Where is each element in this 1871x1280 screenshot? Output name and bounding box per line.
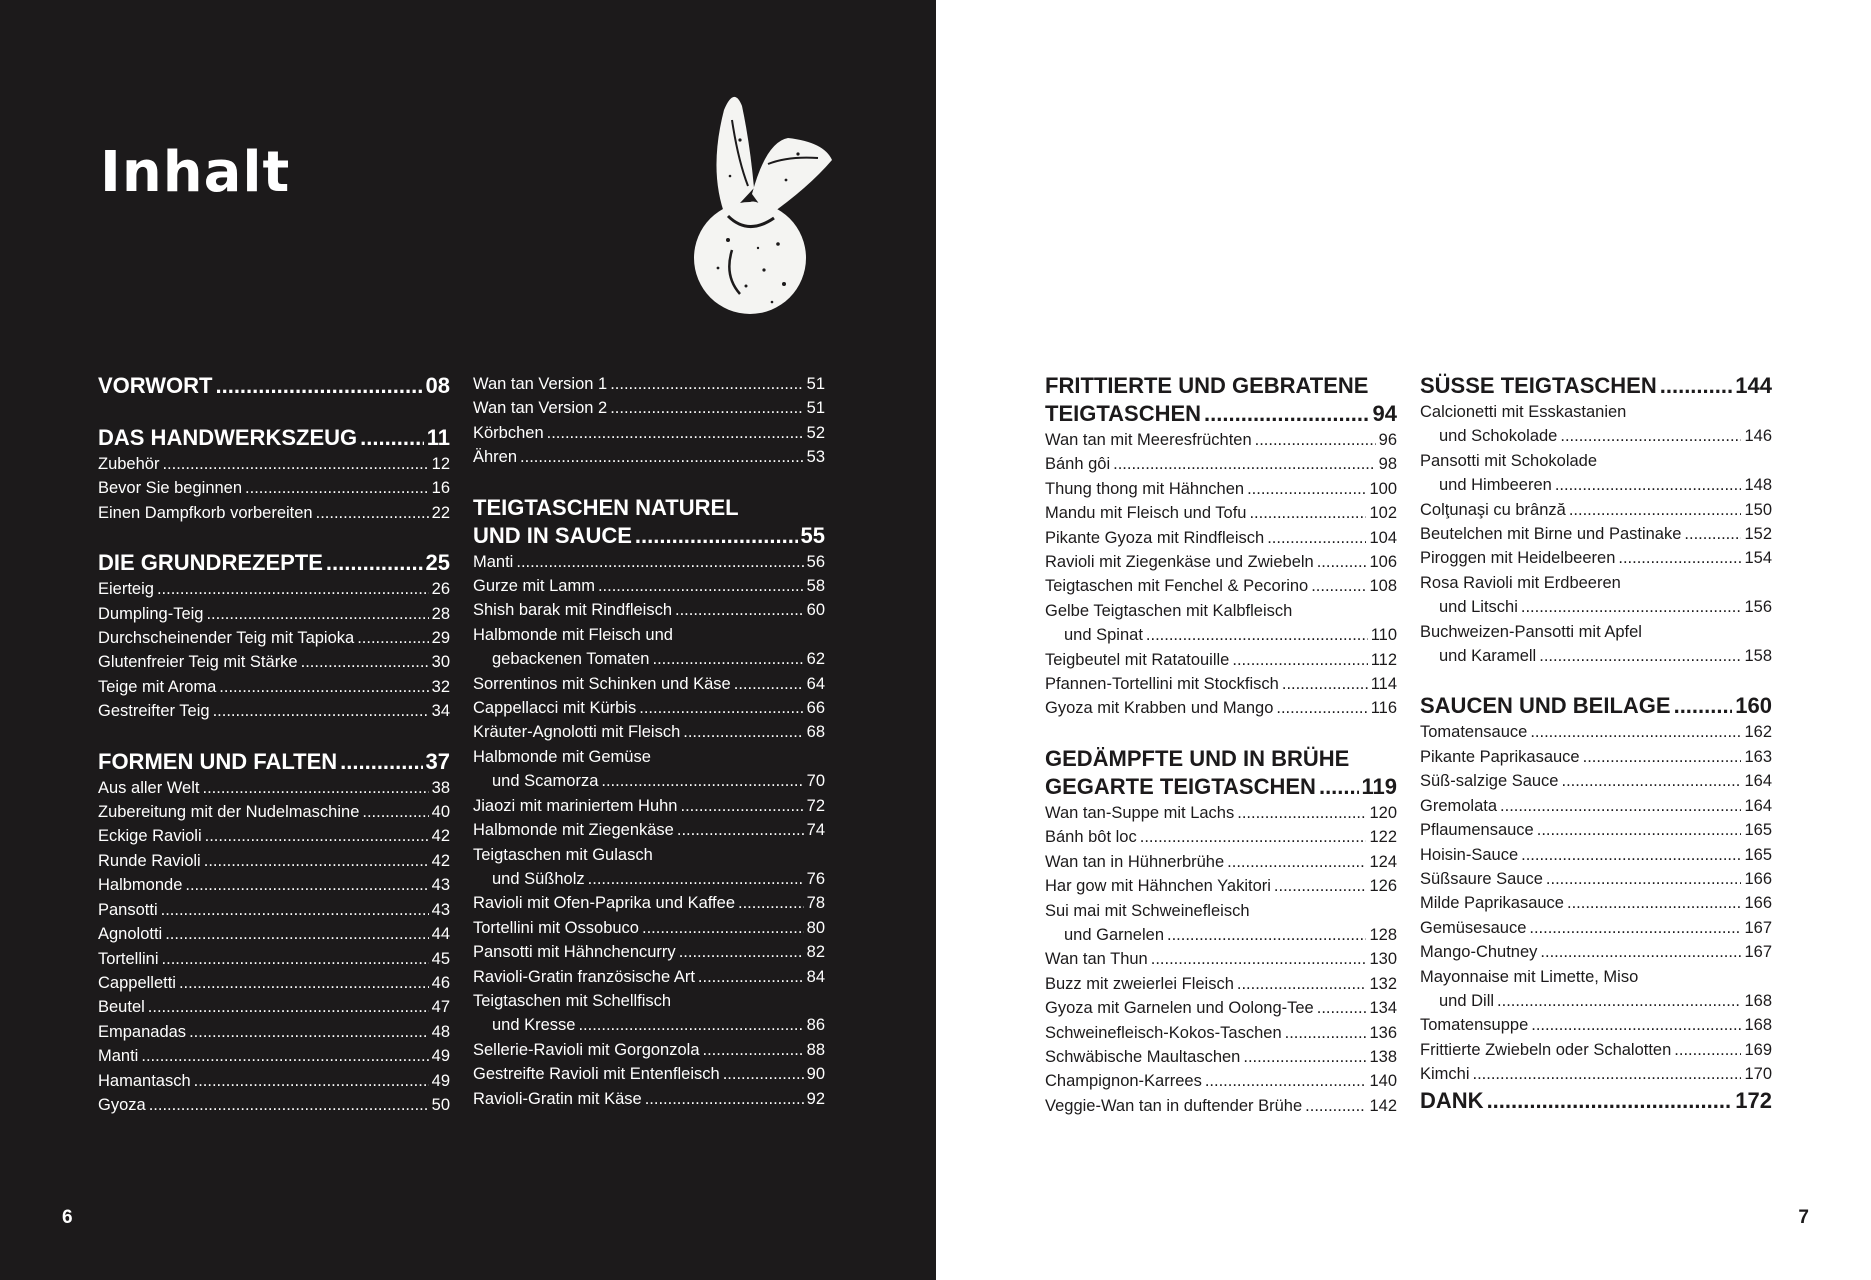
- toc-entry: Mayonnaise mit Limette, Miso: [1420, 967, 1639, 986]
- toc-entry: Halbmonde ..... 43: [98, 873, 450, 897]
- toc-entry: Kräuter-Agnolotti mit Fleisch ..... 68: [473, 720, 825, 744]
- toc-entry: Gestreifte Ravioli mit Entenfleisch ..... 90: [473, 1062, 825, 1086]
- toc-entry: und Dill ..... 168: [1420, 989, 1772, 1013]
- toc-entry: Sui mai mit Schweinefleisch: [1045, 901, 1250, 920]
- toc-entry: Einen Dampfkorb vorbereiten ..... 22: [98, 501, 450, 525]
- toc-section: [1420, 372, 1772, 668]
- section-heading: DAS HANDWERKSZEUG ..... 11: [98, 424, 450, 452]
- toc-entry: Wan tan mit Meeresfrüchten ..... 96: [1045, 428, 1397, 452]
- section-heading: UND IN SAUCE ..... 55: [473, 522, 825, 550]
- toc-section: [1045, 372, 1397, 721]
- toc-entry: Halbmonde mit Ziegenkäse ..... 74: [473, 818, 825, 842]
- toc-column: [1420, 372, 1772, 1139]
- toc-entry: Teigtaschen mit Schellfisch: [473, 991, 672, 1010]
- toc-entry: Teigbeutel mit Ratatouille ..... 112: [1045, 648, 1397, 672]
- toc-section: [473, 372, 825, 470]
- toc-entry: Glutenfreier Teig mit Stärke ..... 30: [98, 650, 450, 674]
- toc-entry: Wan tan in Hühnerbrühe ..... 124: [1045, 850, 1397, 874]
- toc-section: [98, 424, 450, 525]
- toc-entry: Hamantasch ..... 49: [98, 1069, 450, 1093]
- toc-entry: Gemüsesauce ..... 167: [1420, 916, 1772, 940]
- toc-entry: und Scamorza ..... 70: [473, 769, 825, 793]
- toc-entry: Mandu mit Fleisch und Tofu ..... 102: [1045, 501, 1397, 525]
- toc-entry: Colţunaşi cu brânză ..... 150: [1420, 498, 1772, 522]
- toc-entry: Bánh bôt loc ..... 122: [1045, 825, 1397, 849]
- toc-entry: Frittierte Zwiebeln oder Schalotten ..... 169: [1420, 1038, 1772, 1062]
- toc-entry: Hoisin-Sauce ..... 165: [1420, 843, 1772, 867]
- toc-entry: Zubehör ..... 12: [98, 452, 450, 476]
- toc-entry: Dumpling-Teig ..... 28: [98, 602, 450, 626]
- section-heading: GEDÄMPFTE UND IN BRÜHE: [1045, 745, 1350, 771]
- toc-entry: Beutelchen mit Birne und Pastinake ..... 152: [1420, 522, 1772, 546]
- toc-column: [473, 372, 825, 1135]
- toc-entry: Pfannen-Tortellini mit Stockfisch ..... 114: [1045, 672, 1397, 696]
- toc-entry: Gyoza mit Krabben und Mango ..... 116: [1045, 696, 1397, 720]
- toc-section: [98, 372, 450, 400]
- toc-entry: Ravioli mit Ziegenkäse und Zwiebeln ..... 106: [1045, 550, 1397, 574]
- toc-entry: Tomatensauce ..... 162: [1420, 720, 1772, 744]
- section-heading: DIE GRUNDREZEPTE ..... 25: [98, 549, 450, 577]
- toc-entry: Halbmonde mit Gemüse: [473, 747, 651, 766]
- toc-entry: Champignon-Karrees ..... 140: [1045, 1069, 1397, 1093]
- toc-entry: Runde Ravioli ..... 42: [98, 849, 450, 873]
- toc-section: [1045, 745, 1397, 1118]
- toc-entry: gebackenen Tomaten ..... 62: [473, 647, 825, 671]
- toc-entry: Buzz mit zweierlei Fleisch ..... 132: [1045, 972, 1397, 996]
- toc-entry: Durchscheinender Teig mit Tapioka ..... 29: [98, 626, 450, 650]
- toc-entry: Jiaozi mit mariniertem Huhn ..... 72: [473, 794, 825, 818]
- section-heading: DANK ..... 172: [1420, 1087, 1772, 1115]
- toc-entry: Schwäbische Maultaschen ..... 138: [1045, 1045, 1397, 1069]
- toc-entry: und Litschi ..... 156: [1420, 595, 1772, 619]
- toc-entry: Rosa Ravioli mit Erdbeeren: [1420, 573, 1621, 592]
- toc-section: [473, 494, 825, 1111]
- toc-entry: Manti ..... 56: [473, 550, 825, 574]
- toc-entry: Ravioli-Gratin mit Käse ..... 92: [473, 1087, 825, 1111]
- toc-entry: Calcionetti mit Esskastanien: [1420, 403, 1627, 421]
- toc-entry: Bánh gôi ..... 98: [1045, 452, 1397, 476]
- toc-entry: Gestreifter Teig ..... 34: [98, 699, 450, 723]
- toc-section: [98, 748, 450, 1118]
- toc-entry: und Schokolade ..... 146: [1420, 424, 1772, 448]
- toc-entry: Ravioli mit Ofen-Paprika und Kaffee ..... 78: [473, 891, 825, 915]
- toc-entry: Tortellini mit Ossobuco ..... 80: [473, 916, 825, 940]
- toc-entry: Pansotti mit Hähnchencurry ..... 82: [473, 940, 825, 964]
- toc-entry: Eckige Ravioli ..... 42: [98, 824, 450, 848]
- toc-entry: und Karamell ..... 158: [1420, 644, 1772, 668]
- toc-entry: Ravioli-Gratin französische Art ..... 84: [473, 965, 825, 989]
- toc-entry: Sellerie-Ravioli mit Gorgonzola ..... 88: [473, 1038, 825, 1062]
- toc-entry: Sorrentinos mit Schinken und Käse ..... 64: [473, 672, 825, 696]
- toc-entry: Aus aller Welt ..... 38: [98, 776, 450, 800]
- toc-entry: Halbmonde mit Fleisch und: [473, 625, 673, 644]
- toc-entry: Bevor Sie beginnen ..... 16: [98, 476, 450, 500]
- toc-section: [1420, 1087, 1772, 1115]
- toc-entry: Eierteig ..... 26: [98, 577, 450, 601]
- toc-entry: Ähren ..... 53: [473, 445, 825, 469]
- toc-entry: Tomatensuppe ..... 168: [1420, 1013, 1772, 1037]
- toc-entry: Gremolata ..... 164: [1420, 794, 1772, 818]
- toc-entry: Pikante Gyoza mit Rindfleisch ..... 104: [1045, 526, 1397, 550]
- toc-entry: Zubereitung mit der Nudelmaschine ..... 40: [98, 800, 450, 824]
- toc-entry: Körbchen ..... 52: [473, 421, 825, 445]
- toc-entry: Teigtaschen mit Fenchel & Pecorino ..... 108: [1045, 574, 1397, 598]
- section-heading: VORWORT ..... 08: [98, 372, 450, 400]
- toc-entry: Gyoza ..... 50: [98, 1093, 450, 1117]
- toc-column: [98, 372, 450, 1141]
- toc-entry: Gelbe Teigtaschen mit Kalbfleisch: [1045, 601, 1293, 620]
- toc-entry: Wan tan Thun ..... 130: [1045, 947, 1397, 971]
- dumpling-illustration: [668, 80, 838, 320]
- toc-entry: Agnolotti ..... 44: [98, 922, 450, 946]
- toc-entry: Beutel ..... 47: [98, 995, 450, 1019]
- toc-entry: und Garnelen ..... 128: [1045, 923, 1397, 947]
- toc-entry: Gyoza mit Garnelen und Oolong-Tee ..... 134: [1045, 996, 1397, 1020]
- section-heading: FORMEN UND FALTEN ..... 37: [98, 748, 450, 776]
- toc-entry: und Spinat ..... 110: [1045, 623, 1397, 647]
- toc-entry: Schweinefleisch-Kokos-Taschen ..... 136: [1045, 1021, 1397, 1045]
- toc-entry: Pansotti ..... 43: [98, 898, 450, 922]
- toc-entry: Cappelletti ..... 46: [98, 971, 450, 995]
- toc-entry: Shish barak mit Rindfleisch ..... 60: [473, 598, 825, 622]
- section-heading: SÜSSE TEIGTASCHEN ..... 144: [1420, 372, 1772, 400]
- toc-section: [1420, 692, 1772, 1086]
- toc-entry: Teigtaschen mit Gulasch: [473, 845, 653, 864]
- toc-entry: Har gow mit Hähnchen Yakitori ..... 126: [1045, 874, 1397, 898]
- toc-entry: Thung thong mit Hähnchen ..... 100: [1045, 477, 1397, 501]
- toc-entry: Wan tan Version 1 ..... 51: [473, 372, 825, 396]
- toc-entry: Buchweizen-Pansotti mit Apfel: [1420, 622, 1642, 641]
- toc-entry: Tortellini ..... 45: [98, 947, 450, 971]
- toc-entry: Manti ..... 49: [98, 1044, 450, 1068]
- toc-entry: Wan tan Version 2 ..... 51: [473, 396, 825, 420]
- toc-entry: Kimchi ..... 170: [1420, 1062, 1772, 1086]
- toc-entry: Mango-Chutney ..... 167: [1420, 940, 1772, 964]
- section-heading: SAUCEN UND BEILAGE ..... 160: [1420, 692, 1772, 720]
- page-number: 7: [1798, 1207, 1809, 1228]
- toc-entry: Veggie-Wan tan in duftender Brühe ..... 142: [1045, 1094, 1397, 1118]
- toc-entry: Milde Paprikasauce ..... 166: [1420, 891, 1772, 915]
- toc-entry: Piroggen mit Heidelbeeren ..... 154: [1420, 546, 1772, 570]
- toc-entry: Süßsaure Sauce ..... 166: [1420, 867, 1772, 891]
- toc-entry: Pansotti mit Schokolade: [1420, 451, 1598, 470]
- toc-entry: Pflaumensauce ..... 165: [1420, 818, 1772, 842]
- section-heading: TEIGTASCHEN NATUREL: [473, 494, 739, 520]
- section-heading: GEGARTE TEIGTASCHEN ..... 119: [1045, 773, 1397, 801]
- toc-entry: Pikante Paprikasauce ..... 163: [1420, 745, 1772, 769]
- toc-column: [1045, 372, 1397, 1142]
- toc-entry: Süß-salzige Sauce ..... 164: [1420, 769, 1772, 793]
- toc-entry: und Kresse ..... 86: [473, 1013, 825, 1037]
- toc-section: [98, 549, 450, 723]
- toc-entry: und Süßholz ..... 76: [473, 867, 825, 891]
- toc-entry: Wan tan-Suppe mit Lachs ..... 120: [1045, 801, 1397, 825]
- page-number: 6: [62, 1207, 73, 1228]
- toc-entry: und Himbeeren ..... 148: [1420, 473, 1772, 497]
- section-heading: FRITTIERTE UND GEBRATENE: [1045, 373, 1369, 398]
- toc-entry: Teige mit Aroma ..... 32: [98, 675, 450, 699]
- right-page: [936, 0, 1871, 1280]
- toc-entry: Gurze mit Lamm ..... 58: [473, 574, 825, 598]
- toc-entry: Cappellacci mit Kürbis ..... 66: [473, 696, 825, 720]
- page-title: Inhalt: [100, 140, 291, 205]
- section-heading: TEIGTASCHEN ..... 94: [1045, 400, 1397, 428]
- toc-entry: Empanadas ..... 48: [98, 1020, 450, 1044]
